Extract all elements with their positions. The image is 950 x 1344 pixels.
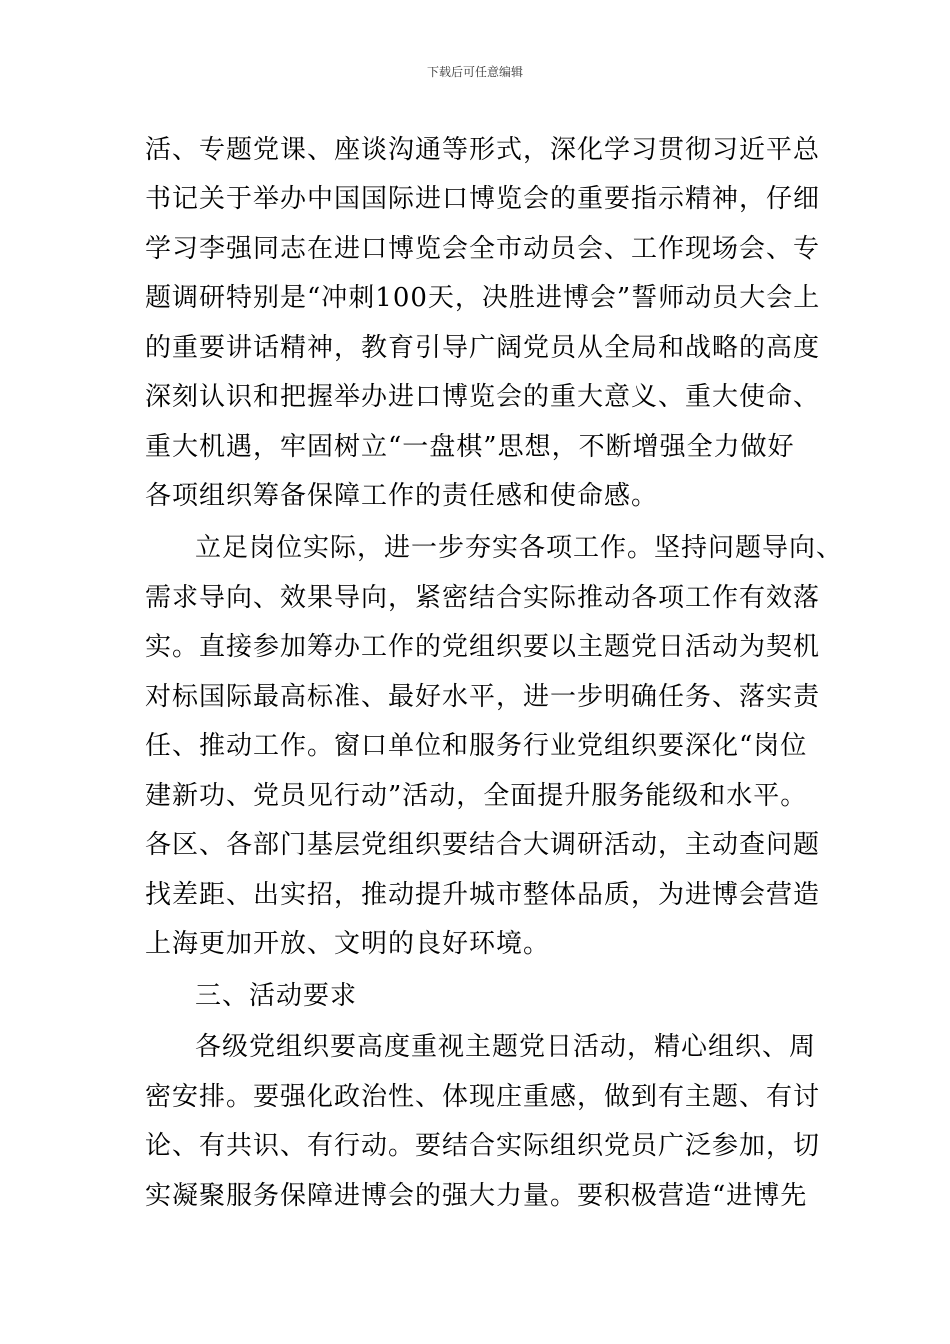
body-line: 需求导向、效果导向，紧密结合实际推动各项工作有效落 [145, 583, 821, 613]
section-heading: 三、活动要求 [195, 981, 358, 1011]
body-line: 题调研特别是“冲刺100天，决胜进博会”誓师动员大会上 [145, 283, 821, 313]
paragraph-first-line: 各级党组织要高度重视主题党日活动，精心组织、周 [195, 1032, 817, 1062]
body-line: 实。直接参加筹办工作的党组织要以主题党日活动为契机 [145, 632, 821, 662]
paragraph-first-line: 立足岗位实际，进一步夯实各项工作。坚持问题导向、 [195, 533, 844, 563]
body-line: 建新功、党员见行动”活动，全面提升服务能级和水平。 [145, 781, 808, 811]
page-header-note: 下载后可任意编辑 [426, 65, 523, 79]
body-line: 活、专题党课、座谈沟通等形式，深化学习贯彻习近平总 [145, 135, 821, 165]
body-line: 上海更加开放、文明的良好环境。 [145, 929, 551, 959]
body-line: 任、推动工作。窗口单位和服务行业党组织要深化“岗位 [145, 731, 808, 761]
body-line: 各项组织筹备保障工作的责任感和使命感。 [145, 481, 659, 511]
body-line: 书记关于举办中国国际进口博览会的重要指示精神，仔细 [145, 184, 821, 214]
body-line: 对标国际最高标准、最好水平，进一步明确任务、落实责 [145, 682, 821, 712]
body-line: 重大机遇，牢固树立“一盘棋”思想，不断增强全力做好 [145, 432, 795, 462]
body-line: 学习李强同志在进口博览会全市动员会、工作现场会、专 [145, 234, 821, 264]
body-line: 论、有共识、有行动。要结合实际组织党员广泛参加，切 [145, 1131, 821, 1161]
body-line: 各区、各部门基层党组织要结合大调研活动，主动查问题 [145, 830, 821, 860]
body-line: 的重要讲话精神，教育引导广阔党员从全局和战略的高度 [145, 333, 821, 363]
body-line: 密安排。要强化政治性、体现庄重感，做到有主题、有讨 [145, 1082, 821, 1112]
body-line: 深刻认识和把握举办进口博览会的重大意义、重大使命、 [145, 382, 821, 412]
body-line: 实凝聚服务保障进博会的强大力量。要积极营造“进博先 [145, 1181, 808, 1211]
body-line: 找差距、出实招，推动提升城市整体品质，为进博会营造 [145, 880, 821, 910]
